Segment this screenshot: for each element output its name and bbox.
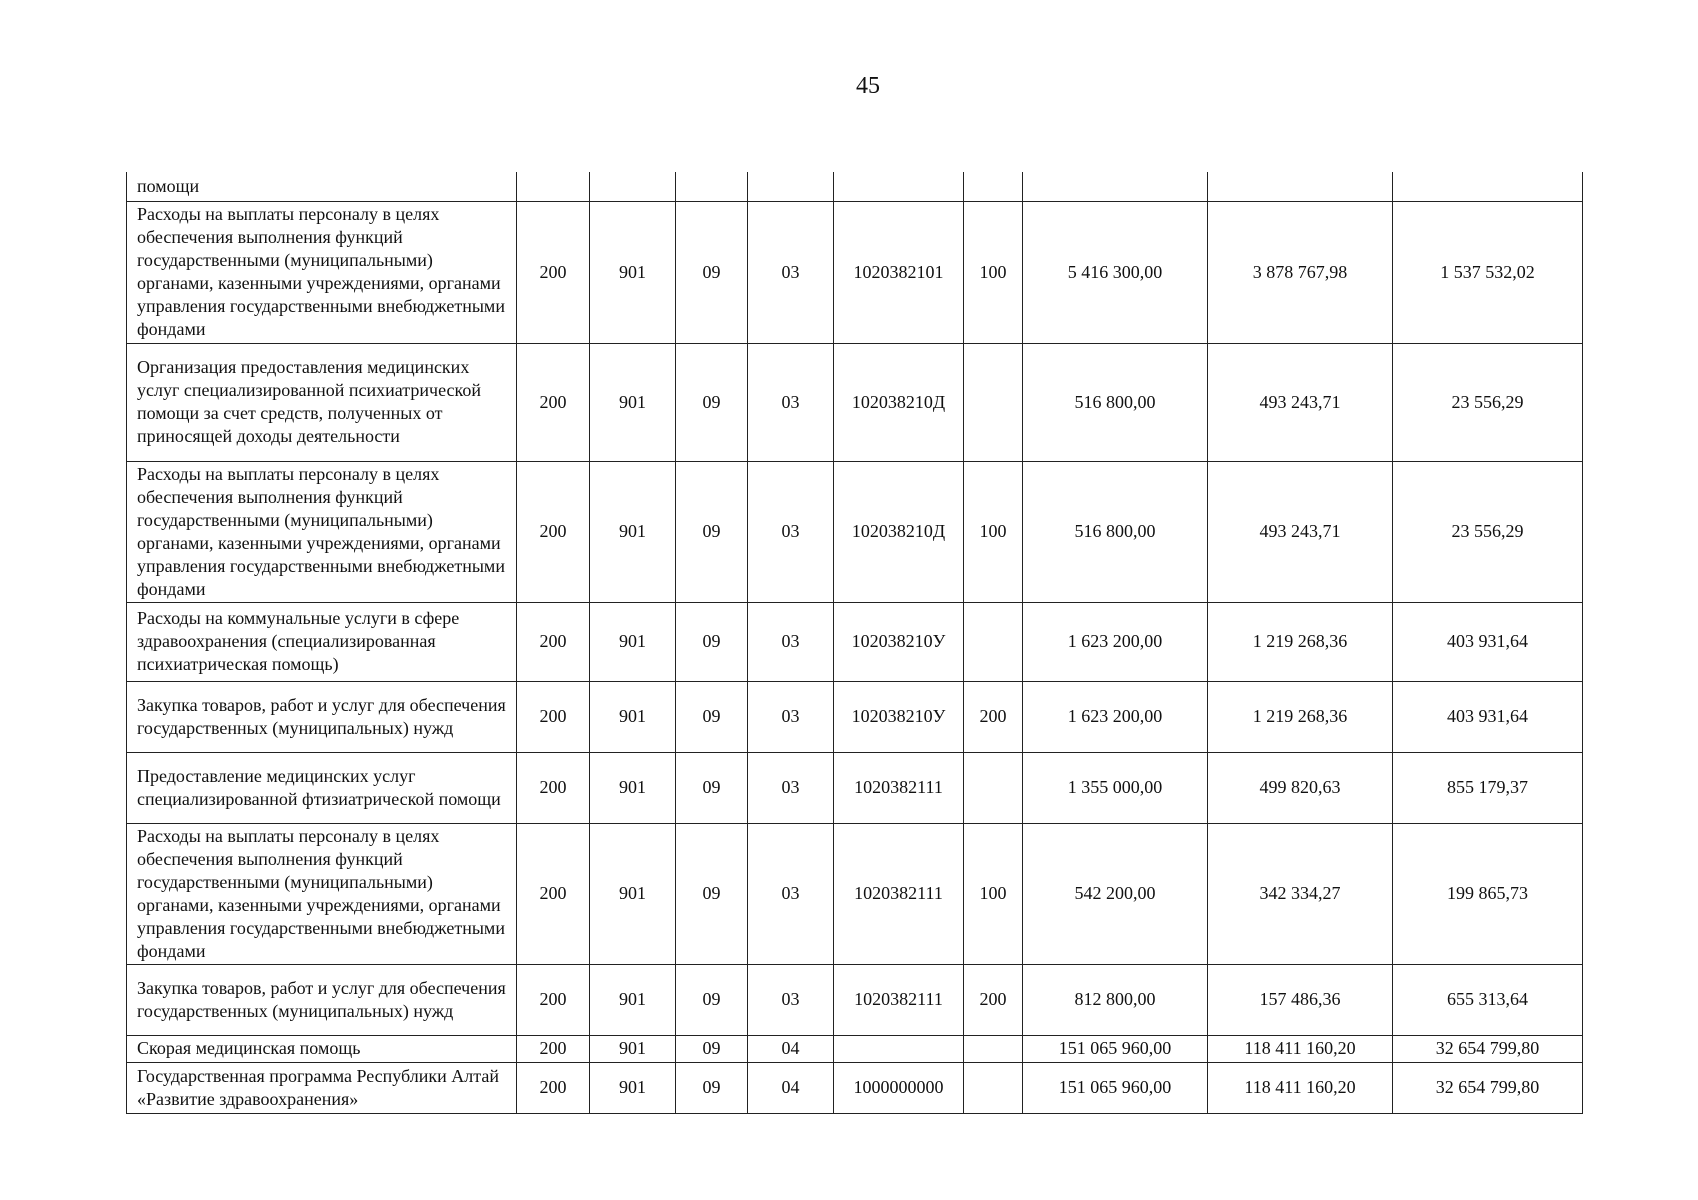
cell-subsection: 03 [748, 201, 834, 343]
row-description: Расходы на выплаты персоналу в целях обеспечения выполнения функций государственными (муниципальными) органами, казенными учреждениями, органами управления государственными внебюджетными фондами [127, 461, 517, 602]
cell-section: 09 [676, 1035, 748, 1062]
cell-amount-remaining: 23 556,29 [1393, 461, 1583, 602]
cell-section: 09 [676, 602, 748, 681]
cell-amount-plan: 812 800,00 [1023, 964, 1208, 1035]
cell-grbs: 200 [517, 201, 590, 343]
cell-expense-type: 200 [964, 681, 1023, 752]
cell-ministry: 901 [590, 1062, 676, 1113]
cell-subsection: 03 [748, 602, 834, 681]
cell-section: 09 [676, 201, 748, 343]
cell-expense-type: 100 [964, 823, 1023, 964]
cell-amount-executed: 493 243,71 [1208, 461, 1393, 602]
table-row [127, 1035, 1583, 1062]
cell-amount-remaining: 655 313,64 [1393, 964, 1583, 1035]
cell-amount-plan: 516 800,00 [1023, 343, 1208, 461]
cell-subsection: 04 [748, 1035, 834, 1062]
cell-grbs [517, 172, 590, 201]
cell-target-article: 102038210Д [834, 461, 964, 602]
cell-expense-type: 100 [964, 461, 1023, 602]
cell-amount-executed: 342 334,27 [1208, 823, 1393, 964]
cell-amount-remaining: 403 931,64 [1393, 681, 1583, 752]
cell-ministry: 901 [590, 201, 676, 343]
cell-amount-executed: 499 820,63 [1208, 752, 1393, 823]
row-description: Расходы на коммунальные услуги в сфере здравоохранения (специализированная психиатрическая помощь) [127, 602, 517, 681]
cell-ministry: 901 [590, 752, 676, 823]
cell-amount-plan: 1 355 000,00 [1023, 752, 1208, 823]
cell-section: 09 [676, 1062, 748, 1113]
cell-target-article: 1020382111 [834, 964, 964, 1035]
cell-amount-plan: 516 800,00 [1023, 461, 1208, 602]
cell-subsection: 03 [748, 964, 834, 1035]
table-row [127, 823, 1583, 964]
cell-ministry: 901 [590, 681, 676, 752]
cell-subsection: 04 [748, 1062, 834, 1113]
cell-subsection [748, 172, 834, 201]
cell-amount-plan: 542 200,00 [1023, 823, 1208, 964]
cell-subsection: 03 [748, 343, 834, 461]
cell-ministry: 901 [590, 823, 676, 964]
cell-expense-type [964, 752, 1023, 823]
cell-ministry: 901 [590, 343, 676, 461]
cell-ministry: 901 [590, 602, 676, 681]
table-row [127, 964, 1583, 1035]
cell-target-article: 1020382111 [834, 752, 964, 823]
cell-section: 09 [676, 681, 748, 752]
cell-section: 09 [676, 343, 748, 461]
cell-subsection: 03 [748, 752, 834, 823]
cell-section: 09 [676, 461, 748, 602]
cell-expense-type: 200 [964, 964, 1023, 1035]
cell-target-article: 102038210У [834, 602, 964, 681]
cell-target-article [834, 172, 964, 201]
cell-grbs: 200 [517, 964, 590, 1035]
cell-grbs: 200 [517, 681, 590, 752]
cell-amount-plan [1023, 172, 1208, 201]
row-description: Закупка товаров, работ и услуг для обеспечения государственных (муниципальных) нужд [127, 964, 517, 1035]
cell-amount-executed [1208, 172, 1393, 201]
table-row [127, 172, 1583, 201]
table-row [127, 201, 1583, 343]
cell-amount-plan: 1 623 200,00 [1023, 602, 1208, 681]
cell-section: 09 [676, 752, 748, 823]
cell-amount-remaining: 23 556,29 [1393, 343, 1583, 461]
cell-grbs: 200 [517, 343, 590, 461]
cell-amount-executed: 493 243,71 [1208, 343, 1393, 461]
cell-ministry: 901 [590, 964, 676, 1035]
cell-amount-plan: 151 065 960,00 [1023, 1062, 1208, 1113]
cell-amount-executed: 3 878 767,98 [1208, 201, 1393, 343]
page-number: 45 [856, 73, 880, 99]
cell-subsection: 03 [748, 823, 834, 964]
cell-expense-type [964, 602, 1023, 681]
cell-expense-type: 100 [964, 201, 1023, 343]
cell-amount-remaining: 199 865,73 [1393, 823, 1583, 964]
row-description: Расходы на выплаты персоналу в целях обеспечения выполнения функций государственными (муниципальными) органами, казенными учреждениями, органами управления государственными внебюджетными фондами [127, 823, 517, 964]
cell-amount-executed: 118 411 160,20 [1208, 1062, 1393, 1113]
row-description: Государственная программа Республики Алтай «Развитие здравоохранения» [127, 1062, 517, 1113]
row-description: Расходы на выплаты персоналу в целях обеспечения выполнения функций государственными (муниципальными) органами, казенными учреждениями, органами управления государственными внебюджетными фондами [127, 201, 517, 343]
cell-amount-plan: 151 065 960,00 [1023, 1035, 1208, 1062]
cell-amount-remaining: 1 537 532,02 [1393, 201, 1583, 343]
row-description: Закупка товаров, работ и услуг для обеспечения государственных (муниципальных) нужд [127, 681, 517, 752]
cell-ministry: 901 [590, 1035, 676, 1062]
cell-amount-executed: 1 219 268,36 [1208, 681, 1393, 752]
row-description: помощи [127, 172, 517, 201]
budget-table [126, 172, 1583, 1114]
cell-expense-type [964, 1035, 1023, 1062]
table-row [127, 681, 1583, 752]
cell-grbs: 200 [517, 602, 590, 681]
table-row [127, 752, 1583, 823]
cell-amount-remaining: 32 654 799,80 [1393, 1062, 1583, 1113]
cell-target-article: 1000000000 [834, 1062, 964, 1113]
cell-section: 09 [676, 823, 748, 964]
cell-expense-type [964, 343, 1023, 461]
cell-grbs: 200 [517, 752, 590, 823]
cell-grbs: 200 [517, 461, 590, 602]
cell-grbs: 200 [517, 823, 590, 964]
cell-expense-type [964, 1062, 1023, 1113]
cell-expense-type [964, 172, 1023, 201]
cell-amount-executed: 1 219 268,36 [1208, 602, 1393, 681]
cell-target-article: 102038210Д [834, 343, 964, 461]
cell-grbs: 200 [517, 1035, 590, 1062]
table-row [127, 343, 1583, 461]
row-description: Скорая медицинская помощь [127, 1035, 517, 1062]
cell-amount-plan: 5 416 300,00 [1023, 201, 1208, 343]
cell-amount-remaining: 403 931,64 [1393, 602, 1583, 681]
cell-amount-plan: 1 623 200,00 [1023, 681, 1208, 752]
cell-amount-remaining: 855 179,37 [1393, 752, 1583, 823]
cell-target-article: 1020382111 [834, 823, 964, 964]
cell-ministry: 901 [590, 461, 676, 602]
cell-target-article: 1020382101 [834, 201, 964, 343]
cell-amount-remaining: 32 654 799,80 [1393, 1035, 1583, 1062]
row-description: Организация предоставления медицинских услуг специализированной психиатрической помощи за счет средств, полученных от приносящей доходы деятельности [127, 343, 517, 461]
table-row [127, 1062, 1583, 1113]
cell-ministry [590, 172, 676, 201]
cell-grbs: 200 [517, 1062, 590, 1113]
cell-amount-executed: 118 411 160,20 [1208, 1035, 1393, 1062]
cell-target-article: 102038210У [834, 681, 964, 752]
table-row [127, 602, 1583, 681]
cell-subsection: 03 [748, 681, 834, 752]
cell-section [676, 172, 748, 201]
cell-amount-remaining [1393, 172, 1583, 201]
table-body [127, 172, 1583, 1113]
cell-target-article [834, 1035, 964, 1062]
row-description: Предоставление медицинских услуг специализированной фтизиатрической помощи [127, 752, 517, 823]
cell-section: 09 [676, 964, 748, 1035]
cell-amount-executed: 157 486,36 [1208, 964, 1393, 1035]
table-row [127, 461, 1583, 602]
cell-subsection: 03 [748, 461, 834, 602]
